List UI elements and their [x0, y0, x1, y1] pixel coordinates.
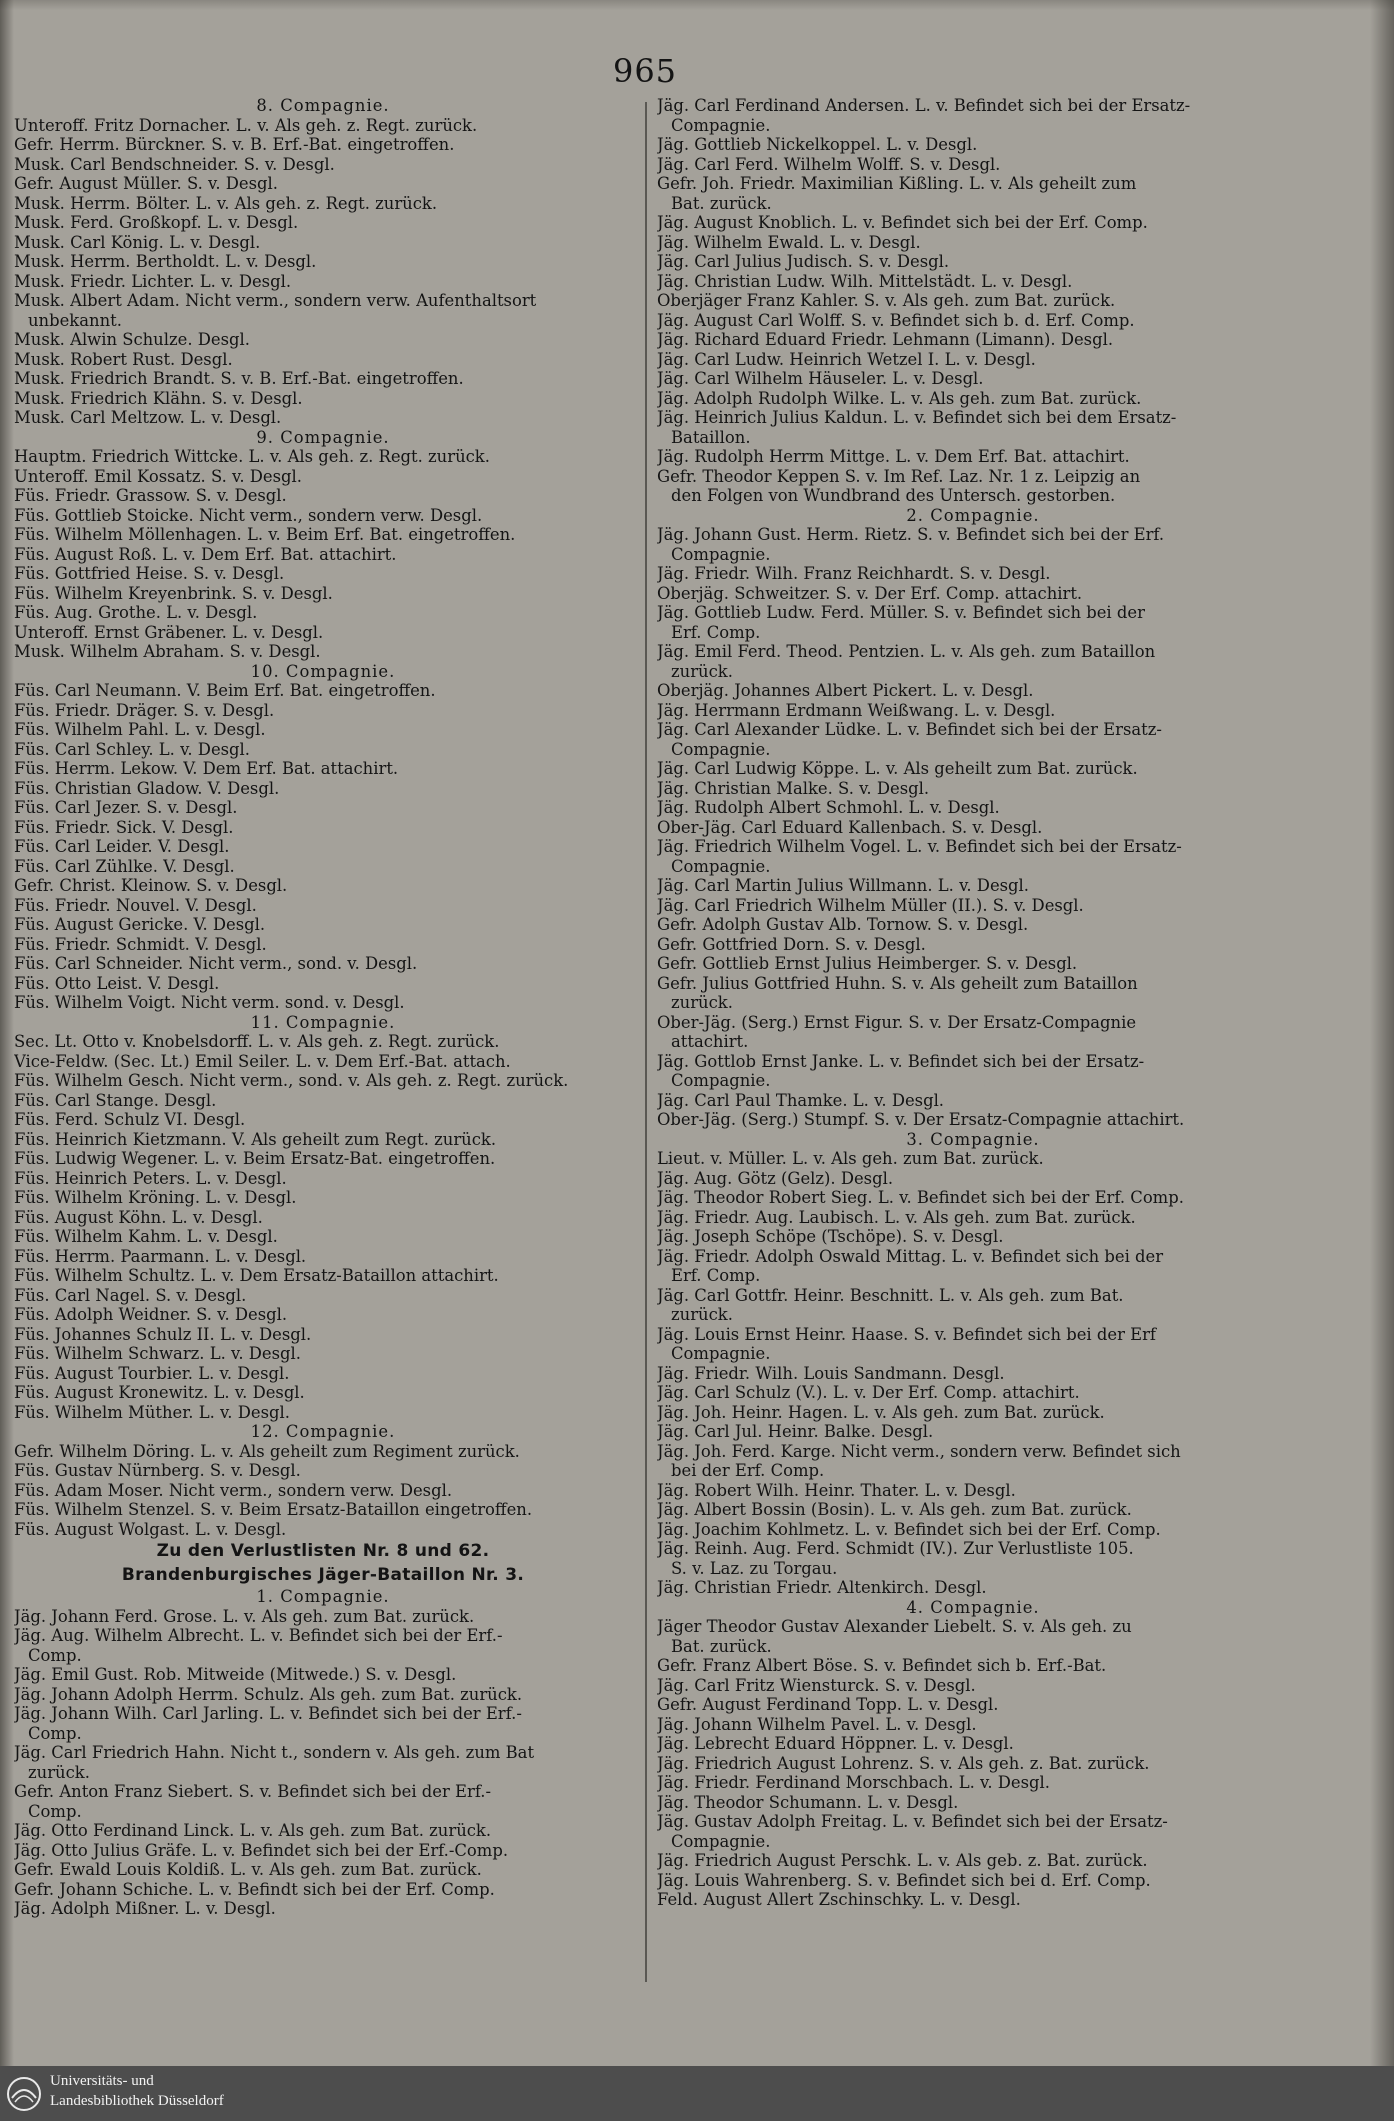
casualty-entry: Füs. Aug. Grothe. L. v. Desgl.	[14, 603, 258, 622]
casualty-entry: Jäg. Carl Fritz Wiensturck. S. v. Desgl.	[657, 1675, 976, 1695]
library-footer	[0, 2066, 1394, 2121]
casualty-entry: Füs. Gottlieb Stoicke. Nicht verm., sondern verw. Desgl.	[14, 505, 483, 525]
casualty-entry: Oberjäger Franz Kahler. S. v. Als geh. zum Bat. zurück.	[657, 291, 1116, 310]
casualty-entry: Gefr. Herrm. Bürckner. S. v. B. Erf.-Bat. eingetroffen.	[14, 135, 455, 154]
casualty-entry: Jäg. Friedr. Wilh. Franz Reichhardt. S. v. Desgl.	[657, 564, 1051, 583]
casualty-entry: Jäg. Carl Ferd. Wilhelm Wolff. S. v. Desgl.	[657, 154, 1001, 174]
column-divider	[645, 102, 647, 1982]
casualty-entry: Jäg. Christian Friedr. Altenkirch. Desgl.	[657, 1578, 987, 1597]
company-heading: 11. Compagnie.	[250, 1012, 396, 1032]
page-number: 965	[612, 52, 678, 90]
company-heading: 8. Compagnie.	[256, 96, 390, 115]
casualty-entry: Gefr. Adolph Gustav Alb. Tornow. S. v. Desgl.	[657, 915, 1029, 934]
casualty-entry: Musk. Friedrich Klähn. S. v. Desgl.	[14, 388, 303, 408]
entry-continuation: Bat. zurück.	[671, 1636, 772, 1656]
company-heading: 12. Compagnie.	[250, 1422, 396, 1441]
casualty-entry: Jäg. Joh. Heinr. Hagen. L. v. Als geh. zum Bat. zurück.	[657, 1402, 1105, 1422]
casualty-entry: Jäg. Gottlieb Ludw. Ferd. Müller. S. v. Befindet sich bei der	[657, 603, 1145, 622]
casualty-entry: Füs. Friedr. Grassow. S. v. Desgl.	[14, 486, 287, 505]
casualty-entry: Füs. Heinrich Peters. L. v. Desgl.	[14, 1168, 287, 1188]
casualty-entry: Jäg. Robert Wilh. Heinr. Thater. L. v. Desgl.	[657, 1480, 1016, 1500]
casualty-entry: Gefr. Anton Franz Siebert. S. v. Befindet sich bei der Erf.-	[14, 1782, 492, 1801]
casualty-entry: Jäg. August Carl Wolff. S. v. Befindet sich b. d. Erf. Comp.	[657, 310, 1135, 330]
casualty-entry: Jäg. Adolph Mißner. L. v. Desgl.	[14, 1899, 276, 1918]
casualty-entry: Füs. Adam Moser. Nicht verm., sondern verw. Desgl.	[14, 1480, 453, 1500]
company-heading: 9. Compagnie.	[256, 427, 390, 447]
casualty-entry: Vice-Feldw. (Sec. Lt.) Emil Seiler. L. v. Dem Erf.-Bat. attach.	[14, 1051, 511, 1071]
casualty-entry: Jäg. Richard Eduard Friedr. Lehmann (Limann). Desgl.	[657, 330, 1114, 349]
casualty-entry: Jäg. Carl Paul Thamke. L. v. Desgl.	[657, 1090, 945, 1110]
casualty-entry: Füs. Wilhelm Müther. L. v. Desgl.	[14, 1402, 290, 1422]
casualty-entry: Jäg. Albert Bossin (Bosin). L. v. Als geh. zum Bat. zurück.	[657, 1500, 1132, 1519]
casualty-entry: Musk. Carl Bendschneider. S. v. Desgl.	[14, 154, 335, 174]
entry-continuation: Comp.	[28, 1801, 82, 1821]
entry-continuation: Compagnie.	[671, 115, 771, 135]
casualty-entry: Jäg. Adolph Rudolph Wilke. L. v. Als geh. zum Bat. zurück.	[657, 388, 1142, 408]
casualty-entry: Musk. Herrm. Bertholdt. L. v. Desgl.	[14, 252, 317, 271]
casualty-entry: Jäg. Friedrich Wilhelm Vogel. L. v. Befindet sich bei der Ersatz-	[657, 837, 1182, 856]
casualty-entry: Musk. Carl König. L. v. Desgl.	[14, 232, 261, 252]
casualty-entry: Musk. Alwin Schulze. Desgl.	[14, 330, 250, 349]
casualty-entry: Unteroff. Ernst Gräbener. L. v. Desgl.	[14, 622, 324, 642]
casualty-entry: Jäg. Joachim Kohlmetz. L. v. Befindet sich bei der Erf. Comp.	[657, 1519, 1161, 1539]
casualty-entry: Ober-Jäg. Carl Eduard Kallenbach. S. v. Desgl.	[657, 817, 1043, 837]
casualty-entry: Unteroff. Emil Kossatz. S. v. Desgl.	[14, 466, 302, 486]
casualty-entry: Ober-Jäg. (Serg.) Ernst Figur. S. v. Der Ersatz-Compagnie	[657, 1012, 1137, 1032]
entry-continuation: Compagnie.	[671, 1831, 771, 1851]
casualty-entry: Gefr. Joh. Friedr. Maximilian Kißling. L. v. Als geheilt zum	[657, 174, 1137, 193]
casualty-entry: Füs. Wilhelm Möllenhagen. L. v. Beim Erf. Bat. eingetroffen.	[14, 525, 516, 544]
casualty-entry: Jäg. Friedr. Ferdinand Morschbach. L. v. Desgl.	[657, 1773, 1050, 1792]
casualty-entry: Füs. Wilhelm Schultz. L. v. Dem Ersatz-Bataillon attachirt.	[14, 1266, 499, 1285]
casualty-entry: Jäg. Theodor Robert Sieg. L. v. Befindet sich bei der Erf. Comp.	[657, 1188, 1184, 1207]
casualty-entry: Füs. Friedr. Nouvel. V. Desgl.	[14, 895, 257, 915]
casualty-entry: Jäg. Johann Wilhelm Pavel. L. v. Desgl.	[657, 1714, 977, 1734]
entry-continuation: Bat. zurück.	[671, 193, 772, 213]
casualty-entry: Jäg. Johann Gust. Herm. Rietz. S. v. Befindet sich bei der Erf.	[657, 525, 1165, 544]
section-heading: Zu den Verlustlisten Nr. 8 und 62.	[156, 1541, 490, 1561]
casualty-entry: Füs. August Kronewitz. L. v. Desgl.	[14, 1383, 305, 1402]
casualty-entry: Füs. Christian Gladow. V. Desgl.	[14, 778, 280, 798]
casualty-entry: Gefr. August Ferdinand Topp. L. v. Desgl.	[657, 1695, 999, 1714]
casualty-entry: Füs. Herrm. Paarmann. L. v. Desgl.	[14, 1246, 307, 1266]
casualty-entry: Hauptm. Friedrich Wittcke. L. v. Als geh. z. Regt. zurück.	[14, 447, 490, 466]
casualty-entry: Jäg. Lebrecht Eduard Höppner. L. v. Desgl.	[657, 1734, 1014, 1753]
entry-continuation: Comp.	[28, 1645, 82, 1665]
casualty-entry: Jäg. Theodor Schumann. L. v. Desgl.	[657, 1792, 959, 1812]
casualty-entry: Füs. August Köhn. L. v. Desgl.	[14, 1207, 263, 1227]
casualty-entry: Füs. Carl Jezer. S. v. Desgl.	[14, 798, 238, 817]
right-column	[657, 96, 1289, 1981]
casualty-entry: Jäg. Reinh. Aug. Ferd. Schmidt (IV.). Zur Verlustliste 105.	[657, 1539, 1134, 1558]
casualty-entry: Unteroff. Fritz Dornacher. L. v. Als geh. z. Regt. zurück.	[14, 115, 478, 135]
casualty-entry: Jäg. Carl Ludw. Heinrich Wetzel I. L. v. Desgl.	[657, 349, 1036, 369]
entry-continuation: Compagnie.	[671, 544, 771, 564]
casualty-entry: Jäg. Heinrich Julius Kaldun. L. v. Befindet sich bei dem Ersatz-	[657, 408, 1177, 427]
casualty-entry: Füs. Wilhelm Pahl. L. v. Desgl.	[14, 720, 266, 739]
casualty-entry: Jäg. Rudolph Albert Schmohl. L. v. Desgl.	[657, 798, 1000, 817]
casualty-entry: Jäg. Carl Schulz (V.). L. v. Der Erf. Comp. attachirt.	[657, 1383, 1080, 1402]
casualty-entry: Jäg. Friedr. Wilh. Louis Sandmann. Desgl.	[657, 1363, 1005, 1383]
casualty-entry: Füs. Otto Leist. V. Desgl.	[14, 973, 220, 993]
casualty-entry: Füs. Heinrich Kietzmann. V. Als geheilt zum Regt. zurück.	[14, 1129, 497, 1149]
casualty-entry: Füs. Ferd. Schulz VI. Desgl.	[14, 1110, 246, 1129]
casualty-entry: Musk. Ferd. Großkopf. L. v. Desgl.	[14, 213, 299, 232]
entry-continuation: bei der Erf. Comp.	[671, 1461, 825, 1480]
entry-continuation: zurück.	[28, 1762, 90, 1782]
casualty-entry: Oberjäg. Schweitzer. S. v. Der Erf. Comp. attachirt.	[657, 583, 1083, 603]
entry-continuation: S. v. Laz. zu Torgau.	[671, 1558, 838, 1578]
casualty-entry: Füs. August Roß. L. v. Dem Erf. Bat. attachirt.	[14, 544, 397, 564]
casualty-entry: Jäg. Emil Ferd. Theod. Pentzien. L. v. Als geh. zum Bataillon	[657, 642, 1156, 661]
section-heading: Brandenburgisches Jäger-Bataillon Nr. 3.	[121, 1565, 525, 1585]
casualty-entry: Füs. Carl Neumann. V. Beim Erf. Bat. eingetroffen.	[14, 681, 436, 700]
casualty-entry: Musk. Friedr. Lichter. L. v. Desgl.	[14, 271, 292, 291]
casualty-entry: Füs. Gottfried Heise. S. v. Desgl.	[14, 564, 285, 583]
casualty-entry: Lieut. v. Müller. L. v. Als geh. zum Bat. zurück.	[657, 1149, 1044, 1168]
company-heading: 4. Compagnie.	[906, 1597, 1040, 1617]
casualty-entry: Füs. Carl Leider. V. Desgl.	[14, 837, 230, 856]
entry-continuation: zurück.	[671, 661, 733, 681]
casualty-entry: Oberjäg. Johannes Albert Pickert. L. v. Desgl.	[657, 681, 1034, 700]
casualty-entry: Füs. August Wolgast. L. v. Desgl.	[14, 1519, 287, 1539]
casualty-entry: Füs. August Tourbier. L. v. Desgl.	[14, 1363, 290, 1383]
casualty-entry: Jäg. Carl Gottfr. Heinr. Beschnitt. L. v. Als geh. zum Bat.	[657, 1285, 1124, 1305]
casualty-entry: Gefr. Franz Albert Böse. S. v. Befindet sich b. Erf.-Bat.	[657, 1656, 1107, 1675]
entry-continuation: attachirt.	[671, 1032, 749, 1051]
casualty-entry: Jäg. Joh. Ferd. Karge. Nicht verm., sondern verw. Befindet sich	[657, 1441, 1181, 1461]
casualty-entry: Jäg. Carl Jul. Heinr. Balke. Desgl.	[657, 1422, 934, 1441]
casualty-entry: Jäg. Otto Ferdinand Linck. L. v. Als geh. zum Bat. zurück.	[14, 1821, 492, 1840]
casualty-entry: Jäg. Carl Martin Julius Willmann. L. v. Desgl.	[657, 876, 1029, 895]
casualty-entry: Jäg. Emil Gust. Rob. Mitweide (Mitwede.) S. v. Desgl.	[14, 1665, 457, 1684]
casualty-entry: Jäg. Christian Malke. S. v. Desgl.	[657, 778, 930, 798]
casualty-entry: Gefr. Theodor Keppen S. v. Im Ref. Laz. Nr. 1 z. Leipzig an	[657, 466, 1141, 486]
entry-continuation: zurück.	[671, 1305, 733, 1324]
casualty-entry: Füs. Wilhelm Gesch. Nicht verm., sond. v. Als geh. z. Regt. zurück.	[14, 1071, 569, 1090]
entry-continuation: unbekannt.	[28, 310, 122, 330]
casualty-entry: Gefr. Johann Schiche. L. v. Befindt sich bei der Erf. Comp.	[14, 1879, 495, 1899]
casualty-entry: Jäg. Friedr. Aug. Laubisch. L. v. Als geh. zum Bat. zurück.	[657, 1207, 1136, 1227]
casualty-entry: Füs. Wilhelm Stenzel. S. v. Beim Ersatz-Bataillon eingetroffen.	[14, 1500, 533, 1519]
casualty-entry: Füs. Gustav Nürnberg. S. v. Desgl.	[14, 1461, 301, 1480]
casualty-entry: Jäg. Christian Ludw. Wilh. Mittelstädt. L. v. Desgl.	[657, 271, 1073, 291]
casualty-entry: Füs. Friedr. Sick. V. Desgl.	[14, 817, 234, 837]
casualty-entry: Jäg. Carl Ludwig Köppe. L. v. Als geheilt zum Bat. zurück.	[657, 759, 1138, 778]
casualty-entry: Jäg. Gustav Adolph Freitag. L. v. Befindet sich bei der Ersatz-	[657, 1812, 1168, 1831]
company-heading: 3. Compagnie.	[906, 1129, 1040, 1149]
casualty-entry: Jäg. Rudolph Herrm Mittge. L. v. Dem Erf. Bat. attachirt.	[657, 447, 1130, 466]
casualty-entry: Gefr. August Müller. S. v. Desgl.	[14, 174, 278, 193]
casualty-entry: Jäg. Joseph Schöpe (Tschöpe). S. v. Desgl.	[657, 1227, 1004, 1246]
company-heading: 1. Compagnie.	[256, 1587, 390, 1606]
library-name-line-1: Universitäts- und	[50, 2073, 154, 2089]
casualty-entry: Jäg. Louis Ernst Heinr. Haase. S. v. Befindet sich bei der Erf	[657, 1324, 1156, 1344]
casualty-entry: Jäg. Aug. Götz (Gelz). Desgl.	[657, 1168, 894, 1188]
casualty-entry: Füs. Carl Zühlke. V. Desgl.	[14, 856, 235, 876]
casualty-entry: Füs. Carl Schley. L. v. Desgl.	[14, 739, 251, 759]
entry-continuation: Compagnie.	[671, 1071, 771, 1090]
casualty-entry: Füs. Carl Nagel. S. v. Desgl.	[14, 1285, 247, 1305]
casualty-entry: Gefr. Christ. Kleinow. S. v. Desgl.	[14, 876, 288, 895]
casualty-entry: Füs. Carl Stange. Desgl.	[14, 1090, 217, 1110]
casualty-entry: Jäg. Carl Wilhelm Häuseler. L. v. Desgl.	[657, 369, 984, 388]
casualty-entry: Jäg. Gottlob Ernst Janke. L. v. Befindet sich bei der Ersatz-	[657, 1051, 1145, 1071]
casualty-entry: Jäg. Otto Julius Gräfe. L. v. Befindet sich bei der Erf.-Comp.	[14, 1840, 509, 1860]
casualty-entry: Füs. Friedr. Dräger. S. v. Desgl.	[14, 700, 275, 720]
casualty-entry: Füs. Herrm. Lekow. V. Dem Erf. Bat. attachirt.	[14, 759, 399, 778]
casualty-entry: Füs. Wilhelm Kahm. L. v. Desgl.	[14, 1227, 278, 1246]
casualty-entry: Füs. Ludwig Wegener. L. v. Beim Ersatz-Bat. eingetroffen.	[14, 1149, 496, 1168]
casualty-entry: Gefr. Julius Gottfried Huhn. S. v. Als geheilt zum Bataillon	[657, 973, 1138, 993]
casualty-entry: Füs. Wilhelm Voigt. Nicht verm. sond. v. Desgl.	[14, 993, 405, 1012]
left-column	[14, 96, 632, 1981]
casualty-entry: Ober-Jäg. (Serg.) Stumpf. S. v. Der Ersatz-Compagnie attachirt.	[657, 1110, 1185, 1129]
casualty-entry: Jäg. Carl Julius Judisch. S. v. Desgl.	[657, 252, 950, 271]
casualty-entry: Jäg. August Knoblich. L. v. Befindet sich bei der Erf. Comp.	[657, 213, 1148, 232]
casualty-entry: Musk. Wilhelm Abraham. S. v. Desgl.	[14, 642, 321, 661]
casualty-entry: Jäg. Aug. Wilhelm Albrecht. L. v. Befindet sich bei der Erf.-	[14, 1626, 503, 1645]
casualty-entry: Füs. Adolph Weidner. S. v. Desgl.	[14, 1305, 288, 1324]
library-name-line-2: Landesbibliothek Düsseldorf	[50, 2093, 224, 2109]
company-heading: 2. Compagnie.	[906, 505, 1040, 525]
casualty-entry: Jäg. Wilhelm Ewald. L. v. Desgl.	[657, 232, 921, 252]
casualty-entry: Jäger Theodor Gustav Alexander Liebelt. S. v. Als geh. zu	[657, 1617, 1132, 1636]
casualty-entry: Füs. Friedr. Schmidt. V. Desgl.	[14, 934, 267, 954]
casualty-entry: Gefr. Gottfried Dorn. S. v. Desgl.	[657, 934, 926, 954]
company-heading: 10. Compagnie.	[250, 661, 396, 681]
casualty-entry: Musk. Herrm. Bölter. L. v. Als geh. z. Regt. zurück.	[14, 193, 438, 213]
casualty-entry: Musk. Friedrich Brandt. S. v. B. Erf.-Bat. eingetroffen.	[14, 369, 464, 388]
library-name	[50, 2071, 224, 2111]
casualty-entry: Jäg. Johann Adolph Herrm. Schulz. Als geh. zum Bat. zurück.	[14, 1684, 523, 1704]
entry-continuation: Compagnie.	[671, 739, 771, 759]
casualty-entry: Jäg. Herrmann Erdmann Weißwang. L. v. Desgl.	[657, 700, 1056, 720]
casualty-entry: Jäg. Johann Ferd. Grose. L. v. Als geh. zum Bat. zurück.	[14, 1606, 475, 1626]
casualty-entry: Jäg. Carl Friedrich Hahn. Nicht t., sondern v. Als geh. zum Bat	[14, 1743, 535, 1762]
casualty-entry: Feld. August Allert Zschinschky. L. v. Desgl.	[657, 1890, 1021, 1909]
entry-continuation: zurück.	[671, 993, 733, 1012]
casualty-entry: Füs. Wilhelm Schwarz. L. v. Desgl.	[14, 1344, 301, 1363]
casualty-entry: Jäg. Gottlieb Nickelkoppel. L. v. Desgl.	[657, 135, 978, 154]
casualty-entry: Füs. Johannes Schulz II. L. v. Desgl.	[14, 1324, 312, 1344]
casualty-entry: Füs. August Gericke. V. Desgl.	[14, 915, 266, 934]
casualty-entry: Musk. Albert Adam. Nicht verm., sondern verw. Aufenthaltsort	[14, 291, 537, 310]
casualty-entry: Jäg. Carl Ferdinand Andersen. L. v. Befindet sich bei der Ersatz-	[657, 96, 1191, 115]
casualty-entry: Jäg. Friedrich August Lohrenz. S. v. Als geh. z. Bat. zurück.	[657, 1753, 1150, 1773]
casualty-entry: Jäg. Friedrich August Perschk. L. v. Als geb. z. Bat. zurück.	[657, 1851, 1148, 1870]
casualty-entry: Sec. Lt. Otto v. Knobelsdorff. L. v. Als geh. z. Regt. zurück.	[14, 1032, 500, 1051]
entry-continuation: Compagnie.	[671, 856, 771, 876]
casualty-entry: Jäg. Louis Wahrenberg. S. v. Befindet sich bei d. Erf. Comp.	[657, 1870, 1151, 1890]
casualty-entry: Jäg. Johann Wilh. Carl Jarling. L. v. Befindet sich bei der Erf.-	[14, 1704, 522, 1723]
casualty-entry: Musk. Robert Rust. Desgl.	[14, 349, 233, 369]
casualty-entry: Füs. Carl Schneider. Nicht verm., sond. v. Desgl.	[14, 954, 418, 973]
casualty-entry: Füs. Wilhelm Kreyenbrink. S. v. Desgl.	[14, 583, 333, 603]
entry-continuation: Compagnie.	[671, 1344, 771, 1363]
entry-continuation: Comp.	[28, 1723, 82, 1743]
casualty-entry: Gefr. Gottlieb Ernst Julius Heimberger. S. v. Desgl.	[657, 954, 1078, 973]
entry-continuation: Bataillon.	[671, 427, 751, 447]
entry-continuation: Erf. Comp.	[671, 1266, 761, 1285]
casualty-entry: Gefr. Ewald Louis Koldiß. L. v. Als geh. zum Bat. zurück.	[14, 1860, 482, 1879]
casualty-entry: Jäg. Carl Alexander Lüdke. L. v. Befindet sich bei der Ersatz-	[657, 720, 1162, 739]
casualty-entry: Jäg. Friedr. Adolph Oswald Mittag. L. v. Befindet sich bei der	[657, 1246, 1164, 1266]
casualty-entry: Musk. Carl Meltzow. L. v. Desgl.	[14, 408, 282, 427]
casualty-entry: Gefr. Wilhelm Döring. L. v. Als geheilt zum Regiment zurück.	[14, 1441, 520, 1461]
entry-continuation: Erf. Comp.	[671, 622, 761, 642]
casualty-entry: Füs. Wilhelm Kröning. L. v. Desgl.	[14, 1188, 297, 1207]
entry-continuation: den Folgen von Wundbrand des Untersch. gestorben.	[671, 486, 1116, 505]
library-logo-icon	[6, 2076, 42, 2112]
casualty-entry: Jäg. Carl Friedrich Wilhelm Müller (II.). S. v. Desgl.	[657, 895, 1084, 915]
